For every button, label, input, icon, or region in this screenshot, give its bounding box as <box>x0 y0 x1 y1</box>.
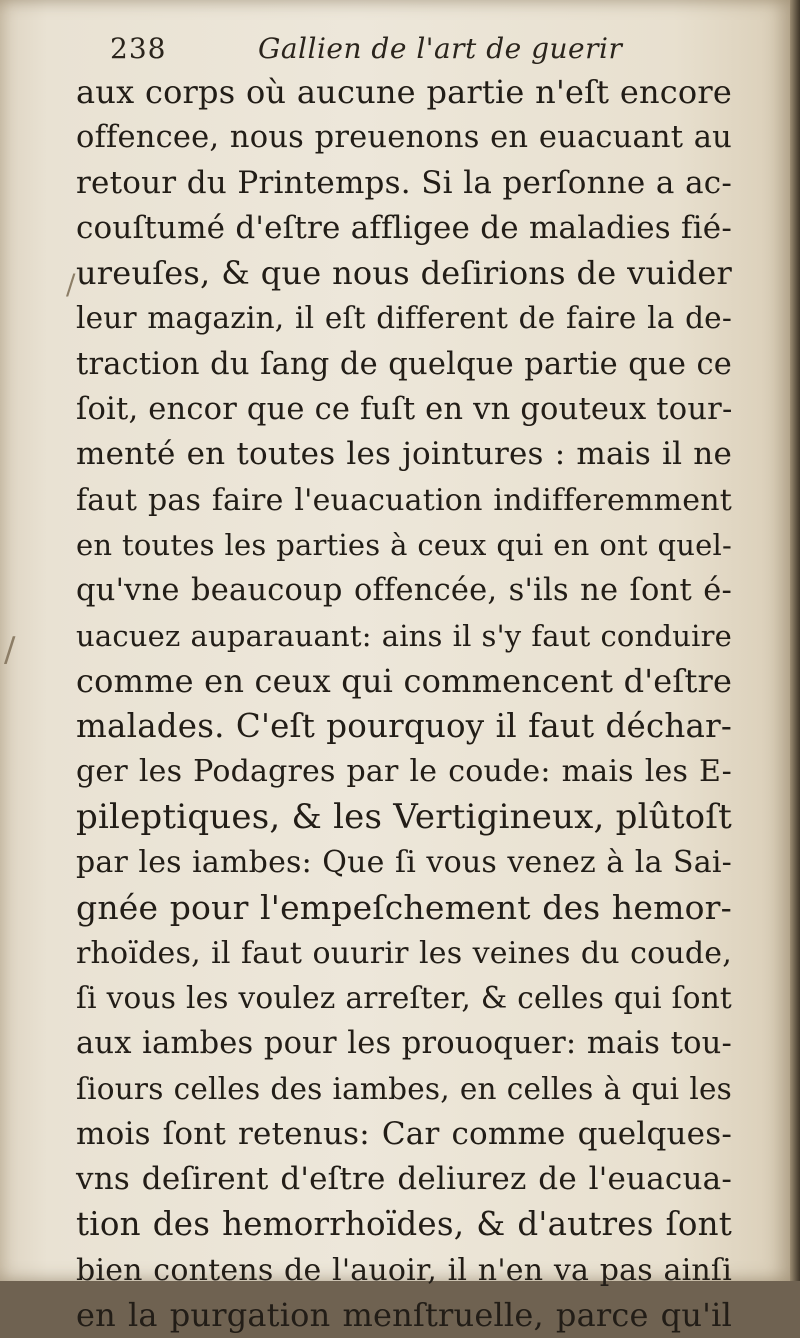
text-line: ureuſes, & que nous deſirions de vuider <box>76 254 732 293</box>
text-line: qu'vne beaucoup offencée, s'ils ne ſont é- <box>76 573 732 609</box>
text-line: faut pas faire l'euacuation indifferemment <box>76 482 732 518</box>
text-line: traction du ſang de quelque partie que ce <box>76 346 732 382</box>
text-line: ger les Podagres par le coude: mais les E- <box>76 754 732 790</box>
page-number: 238 <box>110 32 167 65</box>
text-line: aux iambes pour les prouoquer: mais tou- <box>76 1026 732 1062</box>
text-line: menté en toutes les jointures : mais il ne <box>76 436 732 473</box>
text-line: malades. C'eſt pourquoy il faut déchar- <box>76 707 732 746</box>
text-line: comme en ceux qui commencent d'eſtre <box>76 661 733 700</box>
text-line: uacuez auparauant: ains il s'y faut conduire <box>76 618 732 653</box>
text-line: ſoit, encor que ce fuſt en vn gouteux tour- <box>76 392 733 428</box>
text-line: bien contens de l'auoir, il n'en va pas ainſi <box>76 1252 732 1288</box>
text-line: couſtumé d'eſtre affligee de maladies fié- <box>76 209 732 246</box>
text-line: aux corps où aucune partie n'eſt encore <box>76 73 732 111</box>
body-text <box>76 70 736 1338</box>
margin-stroke: / <box>4 630 16 670</box>
text-line: ſiours celles des iambes, en celles à qui les <box>76 1071 732 1106</box>
text-line: leur magazin, il eſt different de faire la de- <box>76 301 732 336</box>
text-line: par les iambes: Que ſi vous venez à la Sai- <box>76 845 732 881</box>
running-title: Gallien de l'art de guerir <box>258 32 623 65</box>
text-line: en la purgation menſtruelle, parce qu'il <box>76 1296 732 1335</box>
text-line: retour du Printemps. Si la perſonne a ac- <box>76 164 732 201</box>
margin-stroke: / <box>66 268 76 301</box>
text-line: gnée pour l'empeſchement des hemor- <box>76 888 732 928</box>
page-edge <box>790 0 800 1281</box>
text-line: en toutes les parties à ceux qui en ont quel- <box>76 527 732 562</box>
text-line: tion des hemorrhoïdes, & d'autres ſont <box>76 1205 732 1244</box>
text-line: mois ſont retenus: Car comme quelques- <box>76 1115 732 1152</box>
text-line: offencee, nous preuenons en euacuant au <box>76 120 732 156</box>
text-line: rhoïdes, il faut ouurir les veines du coude, <box>76 935 732 971</box>
text-line: pileptiques, & les Vertigineux, plûtoſt <box>76 796 732 837</box>
text-line: vns deſirent d'eſtre deliurez de l'euacua- <box>76 1161 732 1198</box>
text-line: ſi vous les voulez arreſter, & celles qui ſont <box>76 980 732 1015</box>
